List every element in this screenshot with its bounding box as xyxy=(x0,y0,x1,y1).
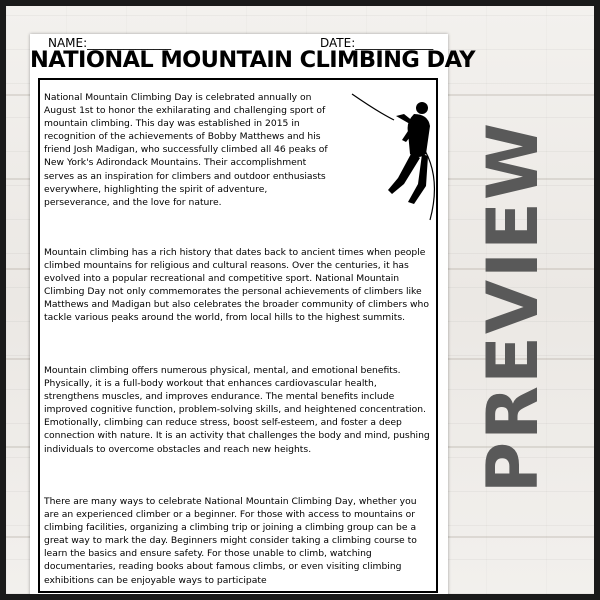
paragraph-1: National Mountain Climbing Day is celebrated annually on August 1st to honor the exhilarating and challenging sport of mountain climbing. This day was established in 2015 in recognition of the achievements of Bobby Matthews and his friend Josh Madigan, who successfully climbed all 46 peaks of New York's Adirondack Mountains. Their accomplishment serves as an inspiration for climbers and outdoor enthusiasts everywhere, highlighting the spirit of adventure, perseverance, and the love for nature. xyxy=(44,92,328,208)
paragraph-3: Mountain climbing offers numerous physical, mental, and emotional benefits. Physically, it is a full-body workout that enhances cardiovascular health, strengthens muscles, and improves endurance. The mental benefits include improved cognitive function, problem-solving skills, and heightened concentration. Emotionally, climbing can reduce stress, boost self-esteem, and foster a deep connection with nature. It is an activity that challenges the body and mind, pushing individuals to overcome obstacles and reach new heights. xyxy=(44,365,430,455)
preview-watermark-text: PREVIEW xyxy=(472,120,554,494)
worksheet-page xyxy=(30,34,475,594)
name-field: NAME:______________ xyxy=(48,36,172,50)
climber-silhouette-icon xyxy=(348,92,440,222)
paragraph-2: Mountain climbing has a rich history that dates back to ancient times when people climbed mountains for religious and cultural reasons. Over the centuries, it has evolved into a popular recreational and competitive sport. National Mountain Climbing Day not only commemorates the personal achievements of climbers like Matthews and Madigan but also celebrates the broader community of climbers who tackle various peaks around the world, from local hills to the highest summits. xyxy=(44,247,429,324)
date-field: DATE:_____________ xyxy=(320,36,434,50)
page-title: NATIONAL MOUNTAIN CLIMBING DAY xyxy=(30,47,475,73)
paragraph-4: There are many ways to celebrate National Mountain Climbing Day, whether you are an experienced climber or a beginner. For those with access to mountains or climbing facilities, organizing a climbing trip or joining a climbing group can be a great way to mark the day. Beginners might consider taking a climbing course to learn the basics and ensure safety. For those unable to climb, watching documentaries, reading books about famous climbs, or even visiting climbing exhibitions can be enjoyable ways to participate xyxy=(44,496,417,586)
preview-watermark xyxy=(438,120,588,494)
wood-background xyxy=(6,6,594,594)
